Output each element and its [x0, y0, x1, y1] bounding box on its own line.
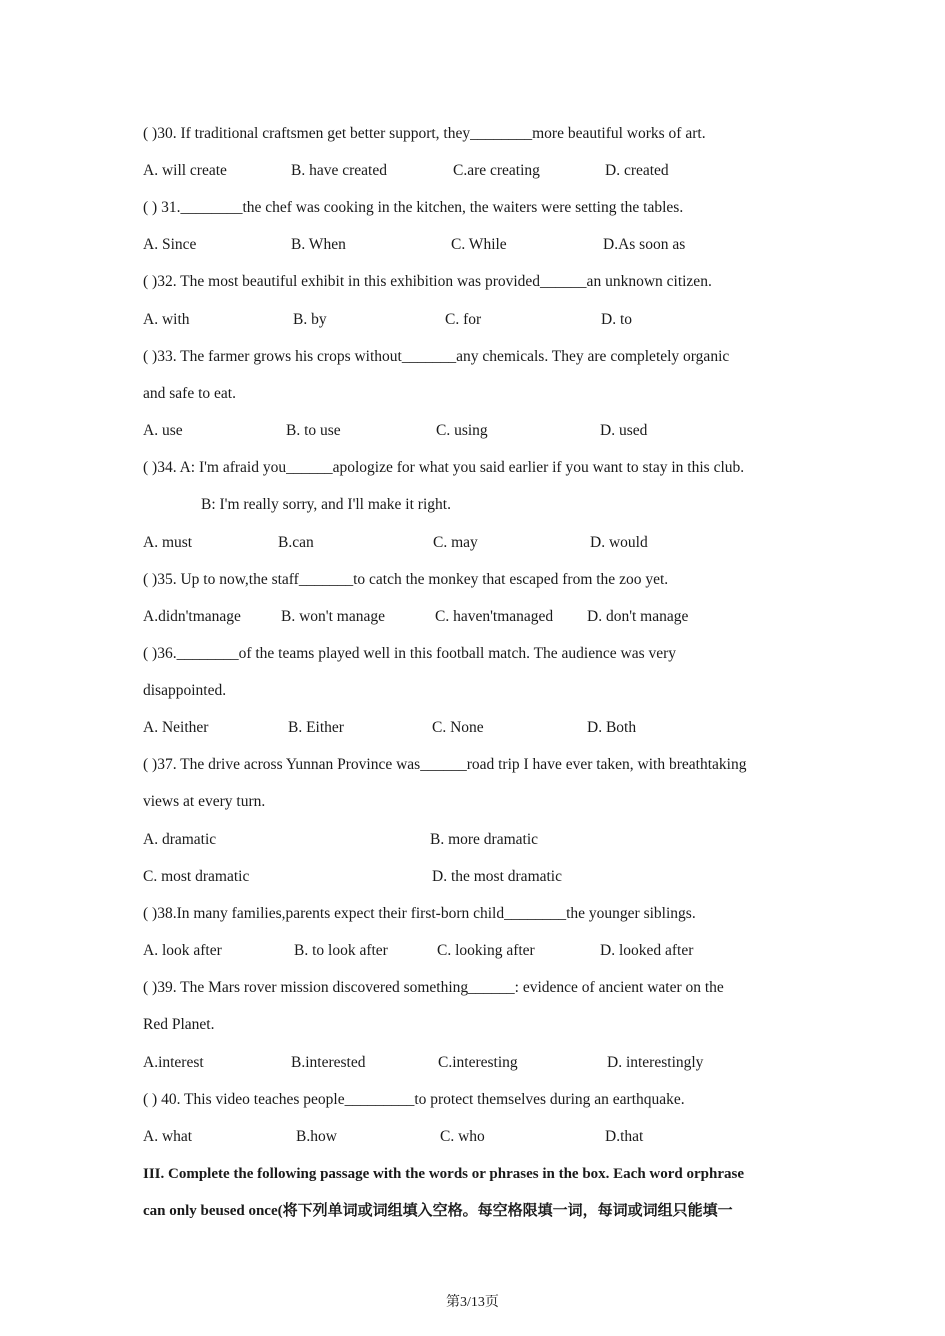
- q38-option-a: A. look after: [143, 942, 222, 959]
- q30-option-a: A. will create: [143, 162, 227, 179]
- q34-option-b: B.can: [278, 534, 314, 551]
- q33-option-d: D. used: [600, 422, 648, 439]
- question-34-stem: ( )34. A: I'm afraid you______apologize for what you said earlier if you want to stay in this club.: [143, 459, 745, 476]
- question-34-stem-cont: B: I'm really sorry, and I'll make it right.: [201, 496, 451, 513]
- q33-option-a: A. use: [143, 422, 183, 439]
- q37-option-d: D. the most dramatic: [432, 868, 562, 885]
- q36-option-b: B. Either: [288, 719, 344, 736]
- q39-option-b: B.interested: [291, 1054, 366, 1071]
- q36-option-a: A. Neither: [143, 719, 209, 736]
- q40-option-a: A. what: [143, 1128, 193, 1145]
- page-number: 第3/13页: [446, 1295, 499, 1310]
- question-31-stem: ( ) 31.________the chef was cooking in the kitchen, the waiters were setting the tables.: [143, 199, 684, 216]
- q39-option-c: C.interesting: [438, 1054, 518, 1071]
- q40-option-c: C. who: [440, 1128, 485, 1145]
- q38-option-b: B. to look after: [294, 942, 388, 959]
- q39-option-a: A.interest: [143, 1054, 204, 1071]
- q32-option-c: C. for: [445, 311, 482, 328]
- q38-option-c: C. looking after: [437, 942, 535, 959]
- q32-option-d: D. to: [601, 311, 632, 328]
- question-40-stem: ( ) 40. This video teaches people_________to protect themselves during an earthquake.: [143, 1091, 685, 1108]
- question-39-stem: ( )39. The Mars rover mission discovered something______: evidence of ancient water on the: [143, 979, 724, 996]
- q40-option-b: B.how: [296, 1128, 337, 1145]
- q37-option-b: B. more dramatic: [430, 831, 539, 848]
- q37-option-c: C. most dramatic: [143, 868, 250, 885]
- q35-option-a: A.didn'tmanage: [143, 608, 241, 625]
- question-33-stem: ( )33. The farmer grows his crops without_______any chemicals. They are completely organic: [143, 348, 730, 365]
- q31-option-a: A. Since: [143, 236, 197, 253]
- q33-option-c: C. using: [436, 422, 488, 439]
- q35-option-b: B. won't manage: [281, 608, 385, 625]
- q30-option-c: C.are creating: [453, 162, 540, 179]
- question-30-stem: ( )30. If traditional craftsmen get better support, they________more beautiful works of art.: [143, 125, 706, 142]
- q30-option-d: D. created: [605, 162, 669, 179]
- q37-option-a: A. dramatic: [143, 831, 217, 848]
- q35-option-c: C. haven'tmanaged: [435, 608, 554, 625]
- q31-option-d: D.As soon as: [603, 236, 686, 253]
- question-38-stem: ( )38.In many families,parents expect their first-born child________the younger siblings.: [143, 905, 696, 922]
- q36-option-d: D. Both: [587, 719, 637, 736]
- q31-option-b: B. When: [291, 236, 346, 253]
- question-32-stem: ( )32. The most beautiful exhibit in this exhibition was provided______an unknown citizen.: [143, 273, 712, 290]
- q38-option-d: D. looked after: [600, 942, 694, 959]
- q32-option-a: A. with: [143, 311, 190, 328]
- question-33-stem-cont: and safe to eat.: [143, 385, 236, 402]
- q34-option-a: A. must: [143, 534, 193, 551]
- q39-option-d: D. interestingly: [607, 1054, 704, 1071]
- q35-option-d: D. don't manage: [587, 608, 689, 625]
- question-36-stem: ( )36.________of the teams played well in this football match. The audience was very: [143, 645, 677, 662]
- section-3-heading-line-1: III. Complete the following passage with the words or phrases in the box. Each word orphrase: [143, 1166, 744, 1182]
- q34-option-d: D. would: [590, 534, 648, 551]
- q32-option-b: B. by: [293, 311, 327, 328]
- section-3-heading-line-2: can only beused once(将下列单词或词组填入空格。每空格限填一词，每词或词组只能填一: [143, 1203, 733, 1219]
- question-37-stem-cont: views at every turn.: [143, 793, 266, 810]
- q34-option-c: C. may: [433, 534, 478, 551]
- q40-option-d: D.that: [605, 1128, 644, 1145]
- question-36-stem-cont: disappointed.: [143, 682, 227, 699]
- q33-option-b: B. to use: [286, 422, 341, 439]
- q31-option-c: C. While: [451, 236, 507, 253]
- q30-option-b: B. have created: [291, 162, 387, 179]
- q36-option-c: C. None: [432, 719, 484, 736]
- question-37-stem: ( )37. The drive across Yunnan Province was______road trip I have ever taken, with breathtaking: [143, 756, 747, 773]
- question-39-stem-cont: Red Planet.: [143, 1016, 215, 1033]
- question-35-stem: ( )35. Up to now,the staff_______to catch the monkey that escaped from the zoo yet.: [143, 571, 669, 588]
